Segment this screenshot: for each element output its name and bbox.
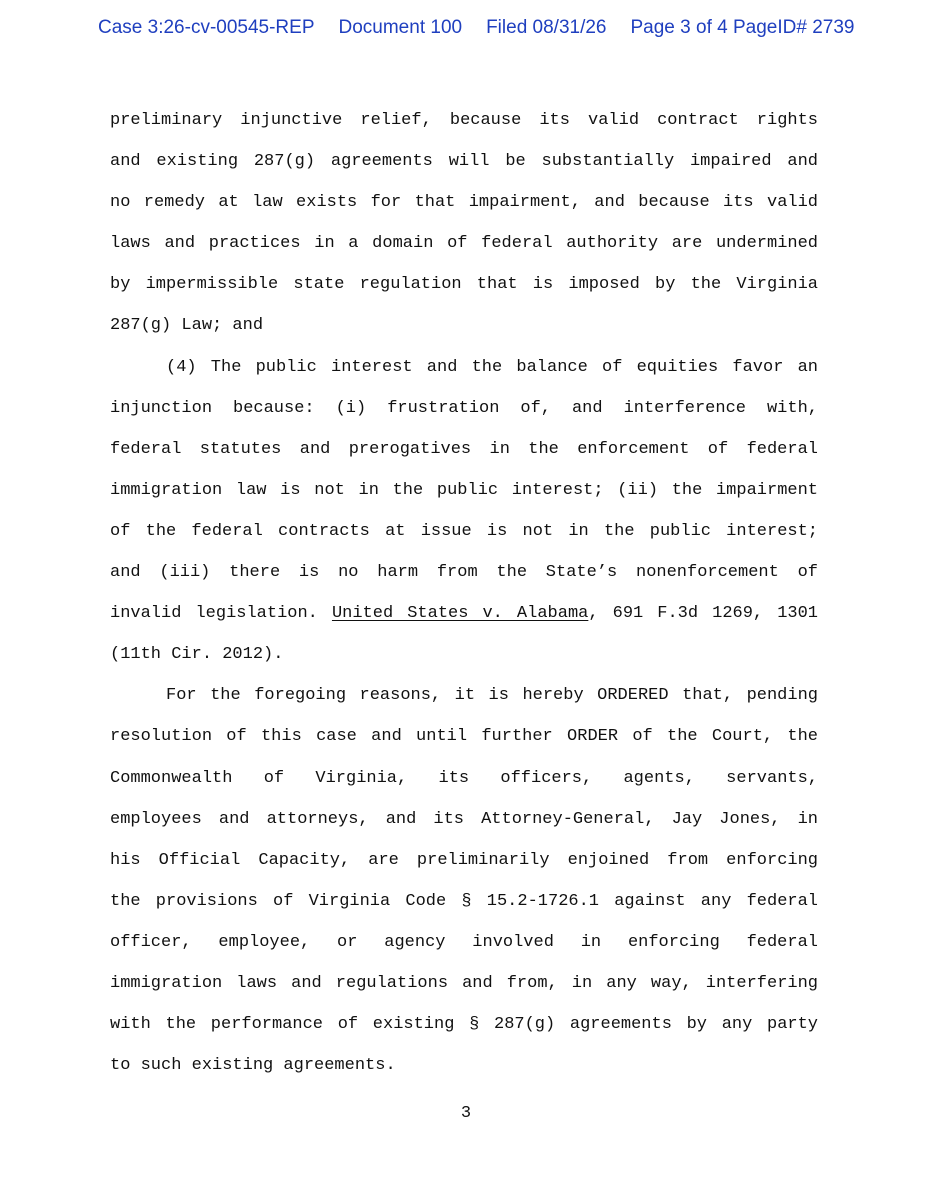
text-line: by impermissible state regulation that is imposed by the Virginia [110,275,818,295]
text-line: For the foregoing reasons, it is hereby ORDERED that, pending [166,686,818,706]
text-line: (4) The public interest and the balance of equities favor an [166,357,818,377]
text-line: injunction because: (i) frustration of, and interference with, [110,398,818,418]
text-line: officer, employee, or agency involved in enforcing federal [110,932,818,952]
text-line: no remedy at law exists for that impairment, and because its valid [110,193,818,213]
text-line: to such existing agreements. [110,1056,396,1076]
text-line: 287(g) Law; and [110,316,264,336]
text-line: federal statutes and prerogatives in the enforcement of federal [110,439,818,459]
court-filing-header [98,15,858,41]
text-line: of the federal contracts at issue is not in the public interest; [110,521,818,541]
document-body [110,100,818,1086]
case-number: Case 3:26-cv-00545-REP [98,17,315,38]
text-line: Commonwealth of Virginia, its officers, agents, servants, [110,768,818,788]
page-number: 3 [460,1104,472,1123]
text-line: preliminary injunctive relief, because its valid contract rights [110,111,818,130]
text-line: laws and practices in a domain of federal authority are undermined [110,234,818,254]
text-line: and existing 287(g) agreements will be substantially impaired and [110,152,818,172]
case-citation: United States v. Alabama [331,604,589,624]
text-line: the provisions of Virginia Code § 15.2-1726.1 against any federal [110,891,818,911]
page-id: Page 3 of 4 PageID# 2739 [630,17,855,38]
text-line: with the performance of existing § 287(g) agreements by any party [110,1015,818,1035]
text-line: employees and attorneys, and its Attorney-General, Jay Jones, in [110,809,818,829]
text-line: resolution of this case and until further ORDER of the Court, the [110,727,818,747]
text-line: immigration law is not in the public interest; (ii) the impairment [110,480,818,500]
text-line: his Official Capacity, are preliminarily enjoined from enforcing [110,850,818,870]
citation-reporter: , 691 F.3d 1269, 1301 [588,604,818,624]
filed-date: Filed 08/31/26 [486,17,607,38]
text-line: (11th Cir. 2012). [110,645,284,665]
text-line: invalid legislation. [110,604,318,624]
citation-line [110,593,818,634]
text-line: immigration laws and regulations and from, in any way, interfering [110,973,818,993]
document-number: Document 100 [338,17,463,38]
text-line: and (iii) there is no harm from the State’s nonenforcement of [110,563,818,583]
